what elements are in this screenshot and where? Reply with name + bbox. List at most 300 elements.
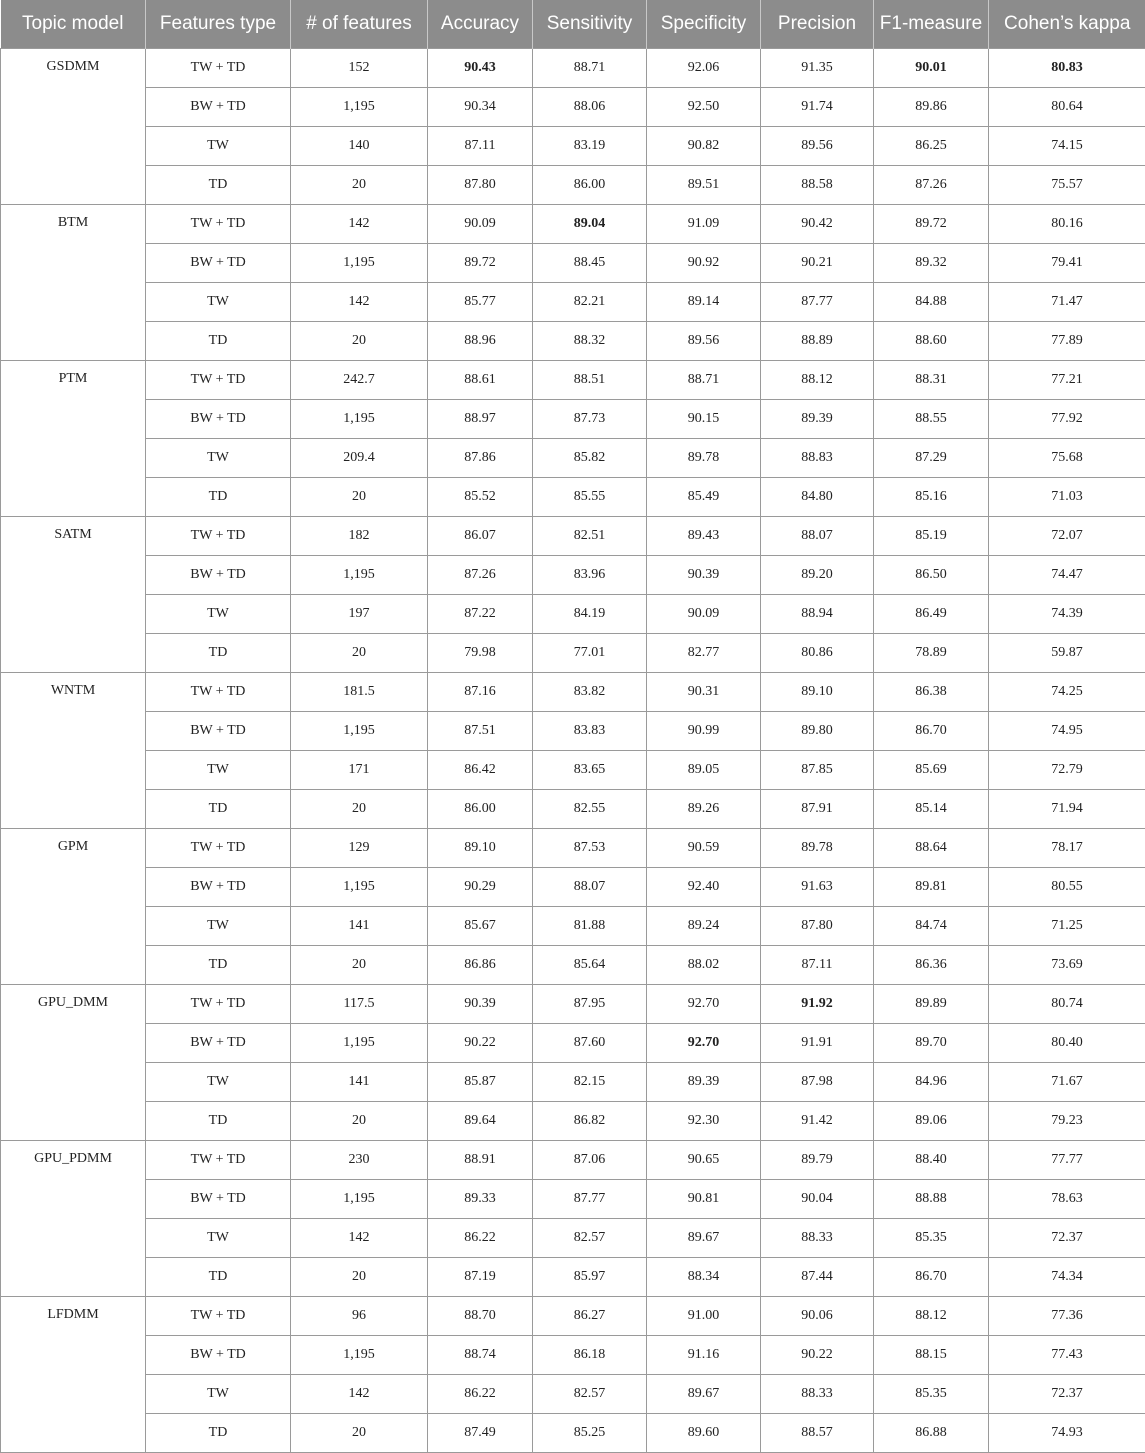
accuracy-cell: 85.87: [428, 1063, 533, 1102]
cohens-kappa-cell: 71.94: [989, 790, 1145, 829]
f1-measure-cell: 86.70: [874, 712, 989, 751]
specificity-cell: 89.60: [647, 1414, 761, 1453]
cohens-kappa-cell: 80.16: [989, 205, 1145, 244]
f1-measure-cell: 89.32: [874, 244, 989, 283]
table-row: [1, 712, 1145, 751]
topic-model-cell: SATM: [1, 517, 146, 673]
features-type-cell: TW + TD: [146, 517, 291, 556]
accuracy-cell: 88.61: [428, 361, 533, 400]
sensitivity-cell: 85.97: [533, 1258, 647, 1297]
header-specificity: Specificity: [647, 0, 761, 49]
cohens-kappa-cell: 72.07: [989, 517, 1145, 556]
specificity-cell: 92.06: [647, 49, 761, 88]
table-row: [1, 1258, 1145, 1297]
accuracy-cell: 86.00: [428, 790, 533, 829]
features-type-cell: TW: [146, 127, 291, 166]
accuracy-cell: 90.39: [428, 985, 533, 1024]
precision-cell: 88.33: [761, 1375, 874, 1414]
features-type-cell: TD: [146, 478, 291, 517]
sensitivity-cell: 88.07: [533, 868, 647, 907]
sensitivity-cell: 83.65: [533, 751, 647, 790]
num-features-cell: 1,195: [291, 1024, 428, 1063]
num-features-cell: 129: [291, 829, 428, 868]
f1-measure-cell: 88.55: [874, 400, 989, 439]
table-row: [1, 907, 1145, 946]
table-row: [1, 283, 1145, 322]
specificity-cell: 90.81: [647, 1180, 761, 1219]
table-row: [1, 205, 1145, 244]
specificity-cell: 82.77: [647, 634, 761, 673]
accuracy-cell: 79.98: [428, 634, 533, 673]
accuracy-cell: 87.80: [428, 166, 533, 205]
num-features-cell: 142: [291, 283, 428, 322]
sensitivity-cell: 89.04: [533, 205, 647, 244]
accuracy-cell: 87.86: [428, 439, 533, 478]
specificity-cell: 89.51: [647, 166, 761, 205]
cohens-kappa-cell: 71.03: [989, 478, 1145, 517]
sensitivity-cell: 85.64: [533, 946, 647, 985]
cohens-kappa-cell: 80.40: [989, 1024, 1145, 1063]
f1-measure-cell: 86.25: [874, 127, 989, 166]
table-row: [1, 634, 1145, 673]
f1-measure-cell: 85.14: [874, 790, 989, 829]
topic-model-cell: GSDMM: [1, 49, 146, 205]
features-type-cell: TD: [146, 1258, 291, 1297]
specificity-cell: 89.43: [647, 517, 761, 556]
accuracy-cell: 88.97: [428, 400, 533, 439]
table-row: [1, 751, 1145, 790]
table-row: [1, 400, 1145, 439]
sensitivity-cell: 88.45: [533, 244, 647, 283]
precision-cell: 87.85: [761, 751, 874, 790]
cohens-kappa-cell: 80.83: [989, 49, 1145, 88]
num-features-cell: 142: [291, 1219, 428, 1258]
sensitivity-cell: 87.77: [533, 1180, 647, 1219]
sensitivity-cell: 82.51: [533, 517, 647, 556]
specificity-cell: 90.39: [647, 556, 761, 595]
specificity-cell: 90.31: [647, 673, 761, 712]
cohens-kappa-cell: 73.69: [989, 946, 1145, 985]
sensitivity-cell: 87.95: [533, 985, 647, 1024]
topic-model-cell: WNTM: [1, 673, 146, 829]
precision-cell: 89.56: [761, 127, 874, 166]
cohens-kappa-cell: 75.68: [989, 439, 1145, 478]
sensitivity-cell: 83.83: [533, 712, 647, 751]
specificity-cell: 92.70: [647, 985, 761, 1024]
features-type-cell: TW: [146, 439, 291, 478]
precision-cell: 87.44: [761, 1258, 874, 1297]
precision-cell: 80.86: [761, 634, 874, 673]
precision-cell: 91.63: [761, 868, 874, 907]
precision-cell: 87.91: [761, 790, 874, 829]
table-body: [1, 49, 1145, 1453]
features-type-cell: TW + TD: [146, 673, 291, 712]
header-features-type: Features type: [146, 0, 291, 49]
specificity-cell: 91.00: [647, 1297, 761, 1336]
cohens-kappa-cell: 75.57: [989, 166, 1145, 205]
precision-cell: 91.74: [761, 88, 874, 127]
features-type-cell: TW + TD: [146, 361, 291, 400]
cohens-kappa-cell: 77.36: [989, 1297, 1145, 1336]
table-row: [1, 439, 1145, 478]
num-features-cell: 1,195: [291, 868, 428, 907]
features-type-cell: BW + TD: [146, 1180, 291, 1219]
num-features-cell: 182: [291, 517, 428, 556]
sensitivity-cell: 82.21: [533, 283, 647, 322]
features-type-cell: TW: [146, 751, 291, 790]
sensitivity-cell: 82.15: [533, 1063, 647, 1102]
num-features-cell: 197: [291, 595, 428, 634]
precision-cell: 88.33: [761, 1219, 874, 1258]
cohens-kappa-cell: 80.64: [989, 88, 1145, 127]
precision-cell: 87.98: [761, 1063, 874, 1102]
precision-cell: 90.21: [761, 244, 874, 283]
sensitivity-cell: 87.53: [533, 829, 647, 868]
accuracy-cell: 86.22: [428, 1219, 533, 1258]
f1-measure-cell: 85.19: [874, 517, 989, 556]
f1-measure-cell: 88.15: [874, 1336, 989, 1375]
accuracy-cell: 90.34: [428, 88, 533, 127]
features-type-cell: TD: [146, 166, 291, 205]
cohens-kappa-cell: 74.47: [989, 556, 1145, 595]
f1-measure-cell: 87.29: [874, 439, 989, 478]
features-type-cell: TW: [146, 595, 291, 634]
specificity-cell: 90.82: [647, 127, 761, 166]
table-row: [1, 1375, 1145, 1414]
precision-cell: 88.57: [761, 1414, 874, 1453]
sensitivity-cell: 85.25: [533, 1414, 647, 1453]
cohens-kappa-cell: 77.77: [989, 1141, 1145, 1180]
num-features-cell: 209.4: [291, 439, 428, 478]
precision-cell: 90.06: [761, 1297, 874, 1336]
precision-cell: 89.78: [761, 829, 874, 868]
precision-cell: 87.80: [761, 907, 874, 946]
table-row: [1, 361, 1145, 400]
sensitivity-cell: 82.55: [533, 790, 647, 829]
specificity-cell: 90.59: [647, 829, 761, 868]
table-row: [1, 88, 1145, 127]
table-row: [1, 1219, 1145, 1258]
table-row: [1, 244, 1145, 283]
features-type-cell: BW + TD: [146, 1024, 291, 1063]
specificity-cell: 88.34: [647, 1258, 761, 1297]
f1-measure-cell: 88.60: [874, 322, 989, 361]
f1-measure-cell: 84.74: [874, 907, 989, 946]
f1-measure-cell: 88.31: [874, 361, 989, 400]
specificity-cell: 89.67: [647, 1219, 761, 1258]
features-type-cell: TW: [146, 907, 291, 946]
f1-measure-cell: 88.40: [874, 1141, 989, 1180]
specificity-cell: 89.26: [647, 790, 761, 829]
accuracy-cell: 90.29: [428, 868, 533, 907]
accuracy-cell: 89.33: [428, 1180, 533, 1219]
sensitivity-cell: 87.60: [533, 1024, 647, 1063]
precision-cell: 87.77: [761, 283, 874, 322]
f1-measure-cell: 89.70: [874, 1024, 989, 1063]
precision-cell: 88.07: [761, 517, 874, 556]
num-features-cell: 20: [291, 166, 428, 205]
table-row: [1, 790, 1145, 829]
table-row: [1, 1024, 1145, 1063]
cohens-kappa-cell: 72.79: [989, 751, 1145, 790]
precision-cell: 89.79: [761, 1141, 874, 1180]
sensitivity-cell: 87.06: [533, 1141, 647, 1180]
f1-measure-cell: 84.88: [874, 283, 989, 322]
precision-cell: 87.11: [761, 946, 874, 985]
features-type-cell: BW + TD: [146, 244, 291, 283]
accuracy-cell: 88.96: [428, 322, 533, 361]
num-features-cell: 20: [291, 1258, 428, 1297]
accuracy-cell: 85.77: [428, 283, 533, 322]
f1-measure-cell: 89.86: [874, 88, 989, 127]
accuracy-cell: 85.67: [428, 907, 533, 946]
num-features-cell: 96: [291, 1297, 428, 1336]
precision-cell: 84.80: [761, 478, 874, 517]
sensitivity-cell: 82.57: [533, 1375, 647, 1414]
num-features-cell: 142: [291, 205, 428, 244]
table-header: [1, 0, 1145, 49]
accuracy-cell: 88.91: [428, 1141, 533, 1180]
topic-model-cell: LFDMM: [1, 1297, 146, 1453]
f1-measure-cell: 86.36: [874, 946, 989, 985]
features-type-cell: TW + TD: [146, 829, 291, 868]
cohens-kappa-cell: 77.92: [989, 400, 1145, 439]
features-type-cell: BW + TD: [146, 1336, 291, 1375]
features-type-cell: BW + TD: [146, 868, 291, 907]
accuracy-cell: 87.11: [428, 127, 533, 166]
features-type-cell: TW + TD: [146, 205, 291, 244]
cohens-kappa-cell: 72.37: [989, 1219, 1145, 1258]
cohens-kappa-cell: 74.95: [989, 712, 1145, 751]
header-topic-model: Topic model: [1, 0, 146, 49]
table-row: [1, 1141, 1145, 1180]
sensitivity-cell: 87.73: [533, 400, 647, 439]
features-type-cell: BW + TD: [146, 400, 291, 439]
specificity-cell: 90.15: [647, 400, 761, 439]
sensitivity-cell: 83.96: [533, 556, 647, 595]
specificity-cell: 89.56: [647, 322, 761, 361]
f1-measure-cell: 85.35: [874, 1375, 989, 1414]
header-cohens-kappa: Cohen’s kappa: [989, 0, 1145, 49]
specificity-cell: 92.70: [647, 1024, 761, 1063]
specificity-cell: 90.99: [647, 712, 761, 751]
table-row: [1, 322, 1145, 361]
f1-measure-cell: 86.38: [874, 673, 989, 712]
specificity-cell: 92.50: [647, 88, 761, 127]
precision-cell: 88.83: [761, 439, 874, 478]
accuracy-cell: 86.07: [428, 517, 533, 556]
features-type-cell: TW: [146, 1219, 291, 1258]
features-type-cell: TW + TD: [146, 49, 291, 88]
table-row: [1, 829, 1145, 868]
specificity-cell: 89.24: [647, 907, 761, 946]
precision-cell: 90.22: [761, 1336, 874, 1375]
topic-model-cell: GPM: [1, 829, 146, 985]
sensitivity-cell: 84.19: [533, 595, 647, 634]
header-f1-measure: F1-measure: [874, 0, 989, 49]
precision-cell: 88.89: [761, 322, 874, 361]
features-type-cell: BW + TD: [146, 88, 291, 127]
specificity-cell: 89.67: [647, 1375, 761, 1414]
accuracy-cell: 89.64: [428, 1102, 533, 1141]
features-type-cell: TW + TD: [146, 985, 291, 1024]
specificity-cell: 88.02: [647, 946, 761, 985]
sensitivity-cell: 88.32: [533, 322, 647, 361]
accuracy-cell: 87.49: [428, 1414, 533, 1453]
sensitivity-cell: 86.82: [533, 1102, 647, 1141]
cohens-kappa-cell: 71.67: [989, 1063, 1145, 1102]
f1-measure-cell: 88.64: [874, 829, 989, 868]
sensitivity-cell: 88.06: [533, 88, 647, 127]
table-row: [1, 1336, 1145, 1375]
specificity-cell: 90.09: [647, 595, 761, 634]
num-features-cell: 1,195: [291, 556, 428, 595]
features-type-cell: TD: [146, 1414, 291, 1453]
accuracy-cell: 87.26: [428, 556, 533, 595]
f1-measure-cell: 85.16: [874, 478, 989, 517]
cohens-kappa-cell: 80.74: [989, 985, 1145, 1024]
num-features-cell: 141: [291, 907, 428, 946]
sensitivity-cell: 86.00: [533, 166, 647, 205]
specificity-cell: 89.14: [647, 283, 761, 322]
accuracy-cell: 86.86: [428, 946, 533, 985]
num-features-cell: 1,195: [291, 1180, 428, 1219]
precision-cell: 88.12: [761, 361, 874, 400]
cohens-kappa-cell: 77.89: [989, 322, 1145, 361]
accuracy-cell: 90.22: [428, 1024, 533, 1063]
cohens-kappa-cell: 78.63: [989, 1180, 1145, 1219]
features-type-cell: TW: [146, 283, 291, 322]
num-features-cell: 141: [291, 1063, 428, 1102]
cohens-kappa-cell: 72.37: [989, 1375, 1145, 1414]
table-row: [1, 868, 1145, 907]
cohens-kappa-cell: 77.21: [989, 361, 1145, 400]
table-row: [1, 1063, 1145, 1102]
accuracy-cell: 89.10: [428, 829, 533, 868]
f1-measure-cell: 87.26: [874, 166, 989, 205]
sensitivity-cell: 83.19: [533, 127, 647, 166]
features-type-cell: TW + TD: [146, 1297, 291, 1336]
num-features-cell: 1,195: [291, 1336, 428, 1375]
header-row: [1, 0, 1145, 49]
specificity-cell: 90.65: [647, 1141, 761, 1180]
features-type-cell: TW: [146, 1063, 291, 1102]
sensitivity-cell: 81.88: [533, 907, 647, 946]
sensitivity-cell: 77.01: [533, 634, 647, 673]
num-features-cell: 20: [291, 478, 428, 517]
specificity-cell: 89.05: [647, 751, 761, 790]
num-features-cell: 152: [291, 49, 428, 88]
f1-measure-cell: 89.81: [874, 868, 989, 907]
num-features-cell: 20: [291, 322, 428, 361]
cohens-kappa-cell: 74.39: [989, 595, 1145, 634]
num-features-cell: 181.5: [291, 673, 428, 712]
table-row: [1, 1102, 1145, 1141]
cohens-kappa-cell: 74.34: [989, 1258, 1145, 1297]
accuracy-cell: 86.22: [428, 1375, 533, 1414]
header-sensitivity: Sensitivity: [533, 0, 647, 49]
table-row: [1, 673, 1145, 712]
specificity-cell: 91.16: [647, 1336, 761, 1375]
cohens-kappa-cell: 74.25: [989, 673, 1145, 712]
accuracy-cell: 87.16: [428, 673, 533, 712]
table-row: [1, 595, 1145, 634]
cohens-kappa-cell: 80.55: [989, 868, 1145, 907]
precision-cell: 90.04: [761, 1180, 874, 1219]
f1-measure-cell: 85.35: [874, 1219, 989, 1258]
f1-measure-cell: 89.72: [874, 205, 989, 244]
accuracy-cell: 87.19: [428, 1258, 533, 1297]
f1-measure-cell: 78.89: [874, 634, 989, 673]
cohens-kappa-cell: 74.93: [989, 1414, 1145, 1453]
num-features-cell: 171: [291, 751, 428, 790]
sensitivity-cell: 82.57: [533, 1219, 647, 1258]
table-row: [1, 127, 1145, 166]
specificity-cell: 88.71: [647, 361, 761, 400]
table-row: [1, 517, 1145, 556]
num-features-cell: 1,195: [291, 88, 428, 127]
f1-measure-cell: 84.96: [874, 1063, 989, 1102]
f1-measure-cell: 89.06: [874, 1102, 989, 1141]
topic-model-cell: GPU_DMM: [1, 985, 146, 1141]
precision-cell: 89.10: [761, 673, 874, 712]
accuracy-cell: 86.42: [428, 751, 533, 790]
table-row: [1, 556, 1145, 595]
precision-cell: 89.20: [761, 556, 874, 595]
num-features-cell: 1,195: [291, 712, 428, 751]
table-row: [1, 166, 1145, 205]
features-type-cell: TW: [146, 1375, 291, 1414]
specificity-cell: 92.30: [647, 1102, 761, 1141]
accuracy-cell: 87.51: [428, 712, 533, 751]
precision-cell: 89.80: [761, 712, 874, 751]
f1-measure-cell: 88.88: [874, 1180, 989, 1219]
sensitivity-cell: 86.18: [533, 1336, 647, 1375]
precision-cell: 91.35: [761, 49, 874, 88]
num-features-cell: 230: [291, 1141, 428, 1180]
sensitivity-cell: 88.51: [533, 361, 647, 400]
f1-measure-cell: 86.49: [874, 595, 989, 634]
cohens-kappa-cell: 79.23: [989, 1102, 1145, 1141]
accuracy-cell: 90.09: [428, 205, 533, 244]
f1-measure-cell: 86.88: [874, 1414, 989, 1453]
features-type-cell: TD: [146, 1102, 291, 1141]
features-type-cell: TD: [146, 946, 291, 985]
num-features-cell: 20: [291, 790, 428, 829]
accuracy-cell: 87.22: [428, 595, 533, 634]
sensitivity-cell: 88.71: [533, 49, 647, 88]
f1-measure-cell: 85.69: [874, 751, 989, 790]
topic-model-cell: BTM: [1, 205, 146, 361]
cohens-kappa-cell: 77.43: [989, 1336, 1145, 1375]
specificity-cell: 92.40: [647, 868, 761, 907]
accuracy-cell: 89.72: [428, 244, 533, 283]
f1-measure-cell: 88.12: [874, 1297, 989, 1336]
num-features-cell: 117.5: [291, 985, 428, 1024]
topic-model-cell: GPU_PDMM: [1, 1141, 146, 1297]
table-row: [1, 946, 1145, 985]
cohens-kappa-cell: 78.17: [989, 829, 1145, 868]
accuracy-cell: 88.70: [428, 1297, 533, 1336]
table-row: [1, 1297, 1145, 1336]
num-features-cell: 1,195: [291, 400, 428, 439]
features-type-cell: TW + TD: [146, 1141, 291, 1180]
specificity-cell: 91.09: [647, 205, 761, 244]
precision-cell: 88.58: [761, 166, 874, 205]
f1-measure-cell: 86.50: [874, 556, 989, 595]
table-row: [1, 1180, 1145, 1219]
num-features-cell: 20: [291, 946, 428, 985]
